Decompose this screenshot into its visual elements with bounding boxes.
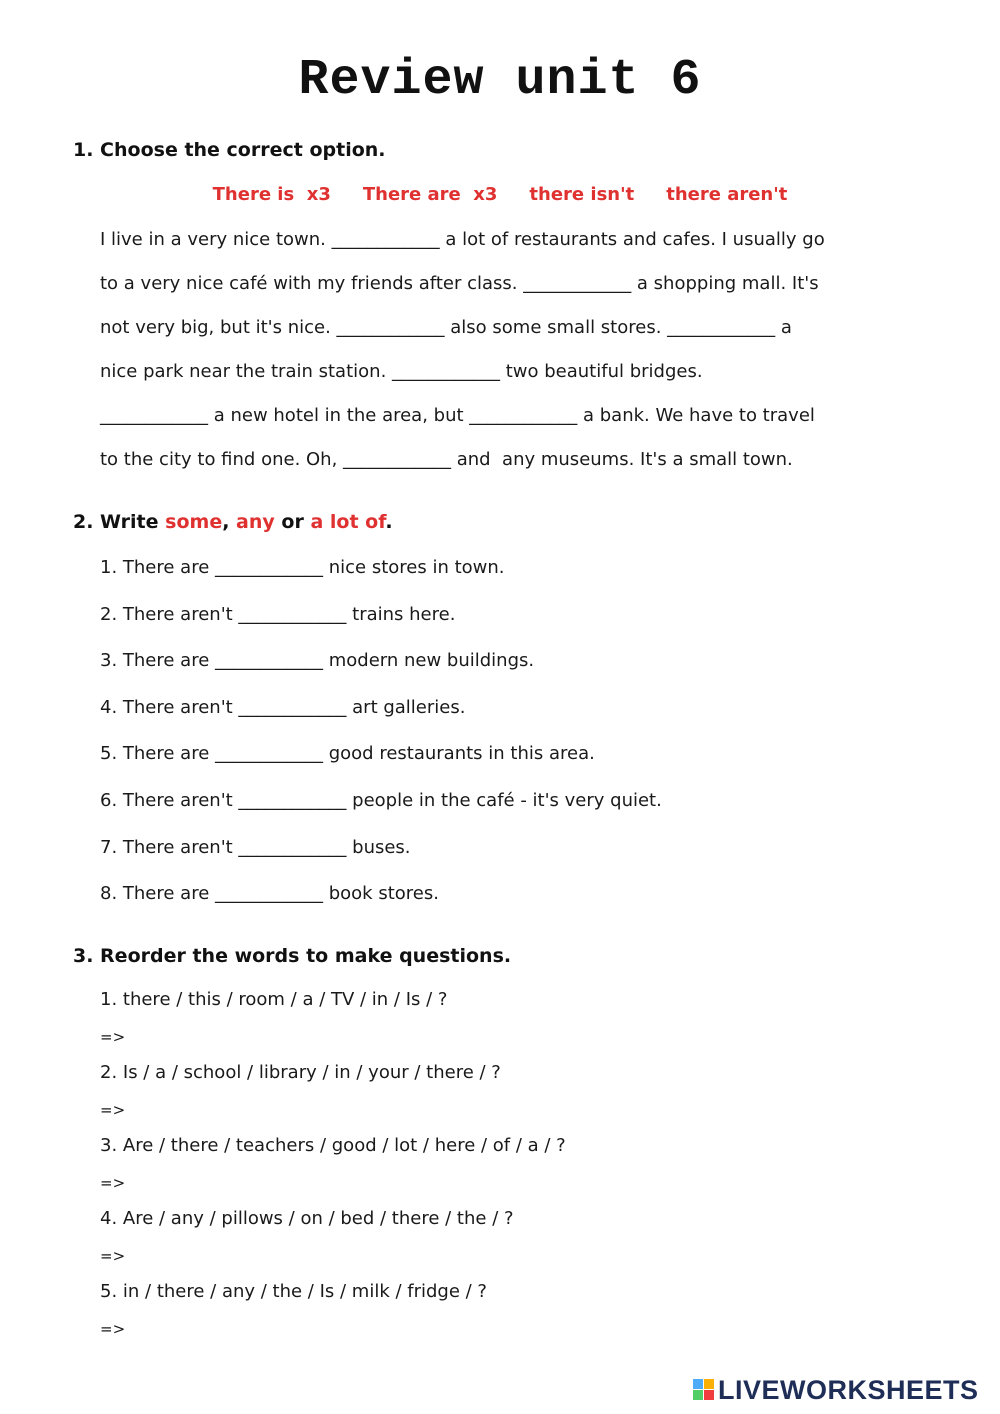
heading-separator: or [274, 511, 311, 533]
paragraph-line: ____________ a new hotel in the area, but ____________ a bank. We have to travel [100, 405, 815, 426]
word-bank-item: there aren't [666, 184, 788, 205]
paragraph-line: to the city to find one. Oh, ____________ and any museums. It's a small town. [100, 449, 793, 470]
paragraph-line: to a very nice café with my friends after class. ____________ a shopping mall. It's [100, 273, 819, 294]
answer-prompt[interactable]: => [100, 1174, 126, 1192]
section3-heading: 3. Reorder the words to make questions. [73, 945, 512, 967]
section1-heading: 1. Choose the correct option. [73, 139, 386, 161]
keyword-any: any [236, 511, 275, 533]
question-item: 5. in / there / any / the / Is / milk / fridge / ? [100, 1281, 487, 1302]
exercise-item: 5. There are ____________ good restaurants in this area. [100, 743, 595, 764]
logo-text: LIVEWORKSHEETS [718, 1374, 979, 1405]
answer-prompt[interactable]: => [100, 1101, 126, 1119]
page-title: Review unit 6 [298, 52, 702, 109]
word-bank-item: There is x3 [212, 184, 331, 205]
heading-end: . [385, 511, 393, 533]
logo-square [693, 1379, 703, 1389]
logo-square [693, 1390, 703, 1400]
exercise-item: 4. There aren't ____________ art galleries. [100, 697, 466, 718]
liveworksheets-logo [693, 1376, 979, 1404]
exercise-item: 7. There aren't ____________ buses. [100, 837, 411, 858]
answer-prompt[interactable]: => [100, 1247, 126, 1265]
heading-separator: , [222, 511, 237, 533]
paragraph-line: I live in a very nice town. ____________ a lot of restaurants and cafes. I usually go [100, 229, 825, 250]
word-bank-item: there isn't [529, 184, 635, 205]
logo-square [704, 1390, 714, 1400]
answer-prompt[interactable]: => [100, 1320, 126, 1338]
exercise-item: 6. There aren't ____________ people in the café - it's very quiet. [100, 790, 662, 811]
question-item: 3. Are / there / teachers / good / lot / here / of / a / ? [100, 1135, 566, 1156]
liveworksheets-icon [693, 1379, 715, 1401]
logo-square [704, 1379, 714, 1389]
paragraph-line: nice park near the train station. ____________ two beautiful bridges. [100, 361, 703, 382]
paragraph-line: not very big, but it's nice. ____________ also some small stores. ____________ a [100, 317, 792, 338]
exercise-item: 1. There are ____________ nice stores in town. [100, 557, 505, 578]
word-bank-item: There are x3 [362, 184, 498, 205]
keyword-a-lot-of: a lot of [310, 511, 386, 533]
word-bank [0, 184, 1000, 205]
answer-prompt[interactable]: => [100, 1028, 126, 1046]
question-item: 4. Are / any / pillows / on / bed / there / the / ? [100, 1208, 514, 1229]
exercise-item: 2. There aren't ____________ trains here. [100, 604, 456, 625]
question-item: 1. there / this / room / a / TV / in / Is / ? [100, 989, 448, 1010]
question-item: 2. Is / a / school / library / in / your / there / ? [100, 1062, 501, 1083]
keyword-some: some [165, 511, 223, 533]
section2-heading [73, 511, 393, 533]
exercise-item: 8. There are ____________ book stores. [100, 883, 439, 904]
exercise-item: 3. There are ____________ modern new buildings. [100, 650, 535, 671]
section2-heading-prefix: 2. Write [73, 511, 166, 533]
